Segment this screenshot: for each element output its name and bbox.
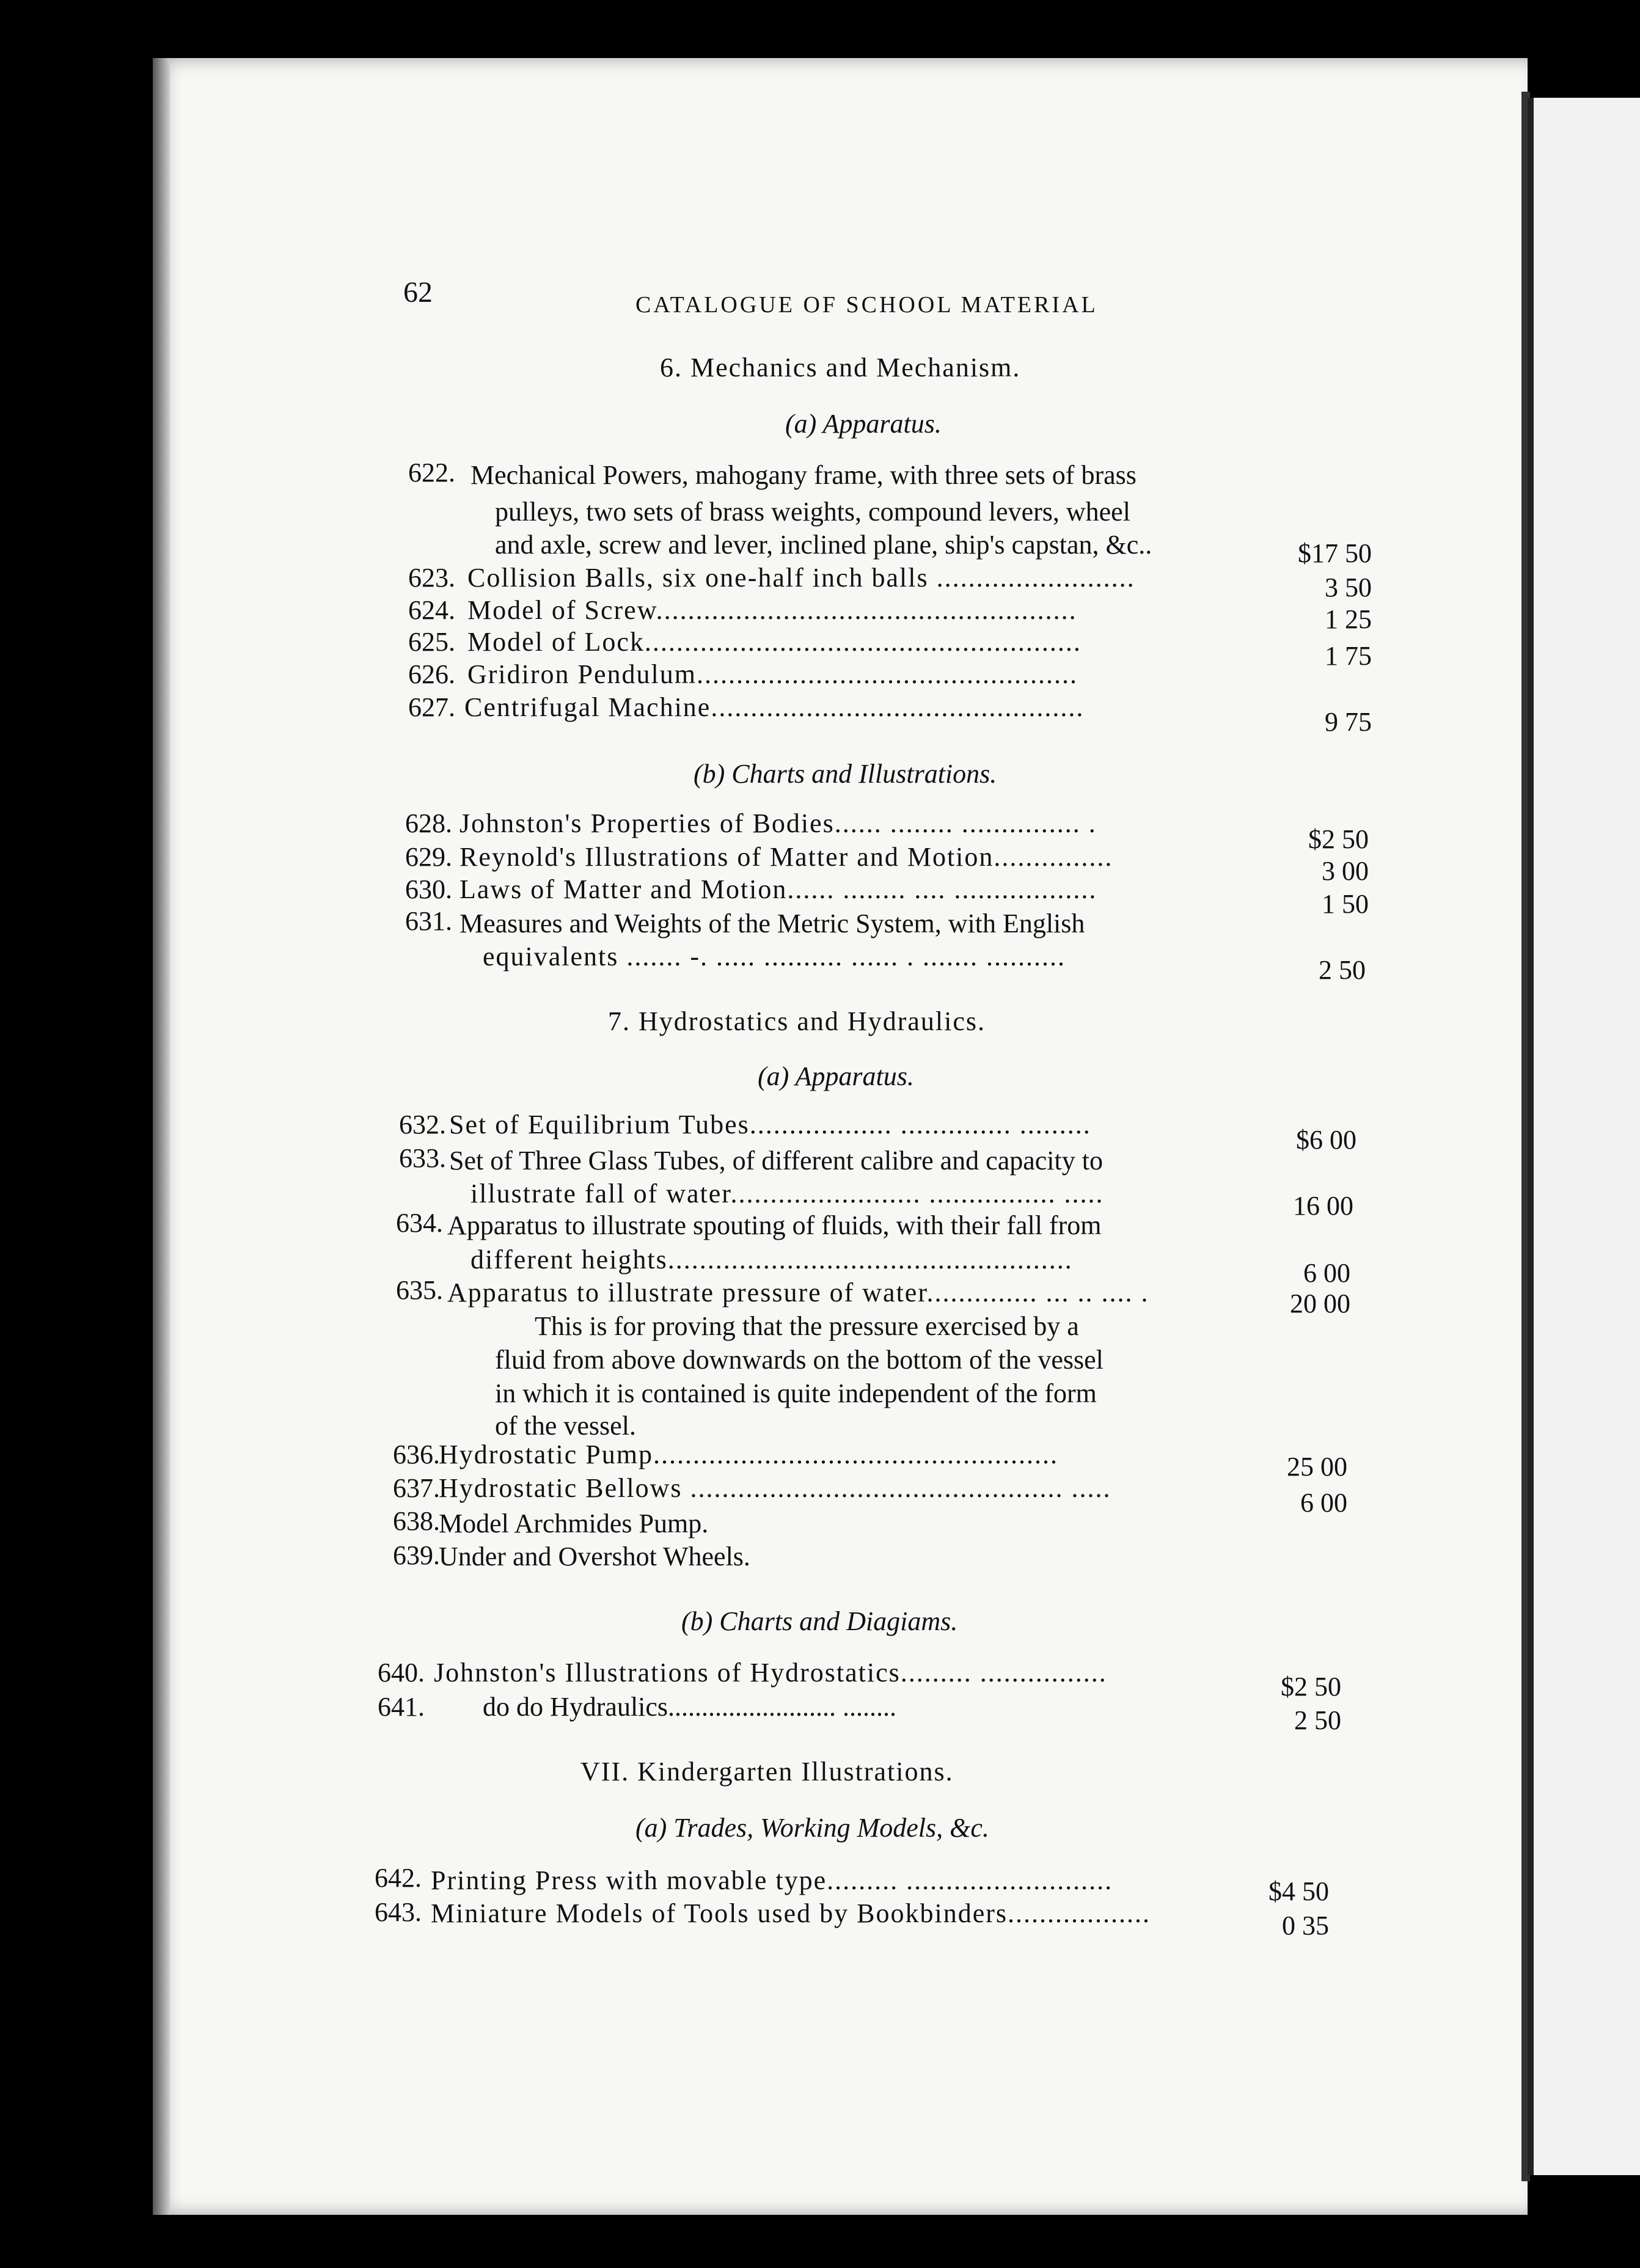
item-number: 633.: [399, 1143, 446, 1173]
running-header: CATALOGUE OF SCHOOL MATERIAL: [635, 292, 1098, 318]
item-description: Set of Three Glass Tubes, of different calibre and capacity to: [449, 1146, 1103, 1176]
item-number: 626.: [408, 659, 455, 689]
item-price: 2 50: [1294, 1705, 1341, 1735]
item-description: Johnston's Properties of Bodies...... ........ ............... .: [459, 808, 1097, 838]
item-description: equivalents ....... -. ..... .......... ...... . ....... ..........: [483, 942, 1066, 971]
section-title-hydro: 7. Hydrostatics and Hydraulics.: [608, 1006, 986, 1036]
item-number: 630.: [405, 874, 452, 904]
item-description: illustrate fall of water........................ ................ .....: [470, 1179, 1104, 1209]
item-description: pulleys, two sets of brass weights, compound levers, wheel: [495, 497, 1130, 527]
item-price: 16 00: [1293, 1191, 1353, 1221]
item-price: 1 25: [1325, 604, 1372, 634]
item-number: 625.: [408, 627, 455, 657]
section-title-mechanics: 6. Mechanics and Mechanism.: [660, 353, 1021, 382]
item-description: Reynold's Illustrations of Matter and Motion...............: [459, 842, 1113, 872]
item-number: 628.: [405, 808, 452, 838]
item-number: 627.: [408, 692, 455, 722]
subsection-charts-hydro: (b) Charts and Diagiams.: [681, 1606, 958, 1636]
item-number: 635.: [396, 1275, 443, 1305]
item-price: 6 00: [1303, 1258, 1350, 1288]
item-number: 631.: [405, 906, 452, 936]
item-description: different heights...................................................: [470, 1245, 1073, 1275]
item-description: Set of Equilibrium Tubes.................. .............. .........: [449, 1110, 1091, 1139]
subsection-charts-mechanics: (b) Charts and Illustrations.: [694, 759, 997, 789]
item-price: $2 50: [1308, 824, 1369, 854]
item-number: 632.: [399, 1110, 446, 1139]
item-number: 639.: [393, 1540, 440, 1570]
item-description: Hydrostatic Pump...................................................: [439, 1439, 1058, 1469]
item-number: 643.: [375, 1897, 422, 1927]
item-price: 6 00: [1300, 1488, 1347, 1518]
item-description: Apparatus to illustrate spouting of fluids, with their fall from: [447, 1210, 1102, 1240]
item-price: 3 50: [1325, 572, 1372, 602]
item-price: $2 50: [1281, 1672, 1341, 1702]
item-description: Centrifugal Machine...............................................: [464, 692, 1085, 722]
item-price: 3 00: [1322, 856, 1369, 886]
item-note: fluid from above downwards on the bottom of the vessel: [495, 1345, 1104, 1375]
item-price: 1 75: [1325, 641, 1372, 671]
item-price: $17 50: [1298, 538, 1372, 568]
item-description: Johnston's Illustrations of Hydrostatics......... ................: [434, 1658, 1107, 1688]
item-price: $4 50: [1268, 1876, 1329, 1906]
item-number: 634.: [396, 1208, 443, 1238]
subsection-apparatus-hydro: (a) Apparatus.: [758, 1061, 914, 1091]
item-number: 636.: [393, 1439, 440, 1469]
item-price: 1 50: [1322, 889, 1369, 919]
item-description: Model of Lock.......................................................: [467, 627, 1082, 657]
item-price: 20 00: [1290, 1289, 1350, 1319]
item-number: 638.: [393, 1506, 440, 1536]
item-description: Printing Press with movable type......... ..........................: [431, 1865, 1113, 1895]
item-number: 622.: [408, 458, 455, 488]
adjacent-page-edge: [1528, 98, 1640, 2175]
item-note: in which it is contained is quite independent of the form: [495, 1378, 1097, 1408]
page-number: 62: [403, 276, 433, 309]
section-title-kindergarten: VII. Kindergarten Illustrations.: [580, 1757, 954, 1787]
item-price: 25 00: [1287, 1452, 1347, 1482]
item-number: 623.: [408, 563, 455, 593]
item-description: and axle, screw and lever, inclined plane, ship's capstan, &c..: [495, 530, 1152, 560]
item-number: 641.: [378, 1692, 425, 1722]
item-price: 0 35: [1282, 1911, 1329, 1941]
item-price: 2 50: [1319, 955, 1366, 985]
item-price: $6 00: [1296, 1125, 1356, 1155]
item-price: 9 75: [1325, 707, 1372, 737]
item-number: 637.: [393, 1473, 440, 1503]
item-description: do do Hydraulics......................... ........: [483, 1692, 897, 1722]
item-number: 629.: [405, 842, 452, 872]
item-description: Measures and Weights of the Metric System, with English: [459, 909, 1085, 938]
item-description: Apparatus to illustrate pressure of water.............. ... .. .... .: [447, 1278, 1149, 1308]
item-description: Hydrostatic Bellows ............................................... .....: [439, 1473, 1111, 1503]
item-description: Under and Overshot Wheels.: [439, 1542, 750, 1571]
item-description: Collision Balls, six one-half inch balls .........................: [467, 563, 1135, 593]
subsection-apparatus-mechanics: (a) Apparatus.: [785, 409, 942, 439]
item-description: Laws of Matter and Motion...... ........ .... ..................: [459, 874, 1097, 904]
item-description: Miniature Models of Tools used by Bookbinders..................: [431, 1898, 1151, 1928]
item-note: This is for proving that the pressure exercised by a: [535, 1311, 1079, 1341]
item-number: 624.: [408, 595, 455, 625]
subsection-trades: (a) Trades, Working Models, &c.: [635, 1813, 989, 1843]
item-number: 640.: [378, 1658, 425, 1688]
item-description: Gridiron Pendulum................................................: [467, 659, 1078, 689]
item-number: 642.: [375, 1863, 422, 1893]
item-description: Model of Screw.....................................................: [467, 595, 1077, 625]
item-description: Model Archmides Pump.: [439, 1509, 709, 1538]
item-description: Mechanical Powers, mahogany frame, with three sets of brass: [470, 460, 1137, 490]
item-note: of the vessel.: [495, 1411, 636, 1441]
